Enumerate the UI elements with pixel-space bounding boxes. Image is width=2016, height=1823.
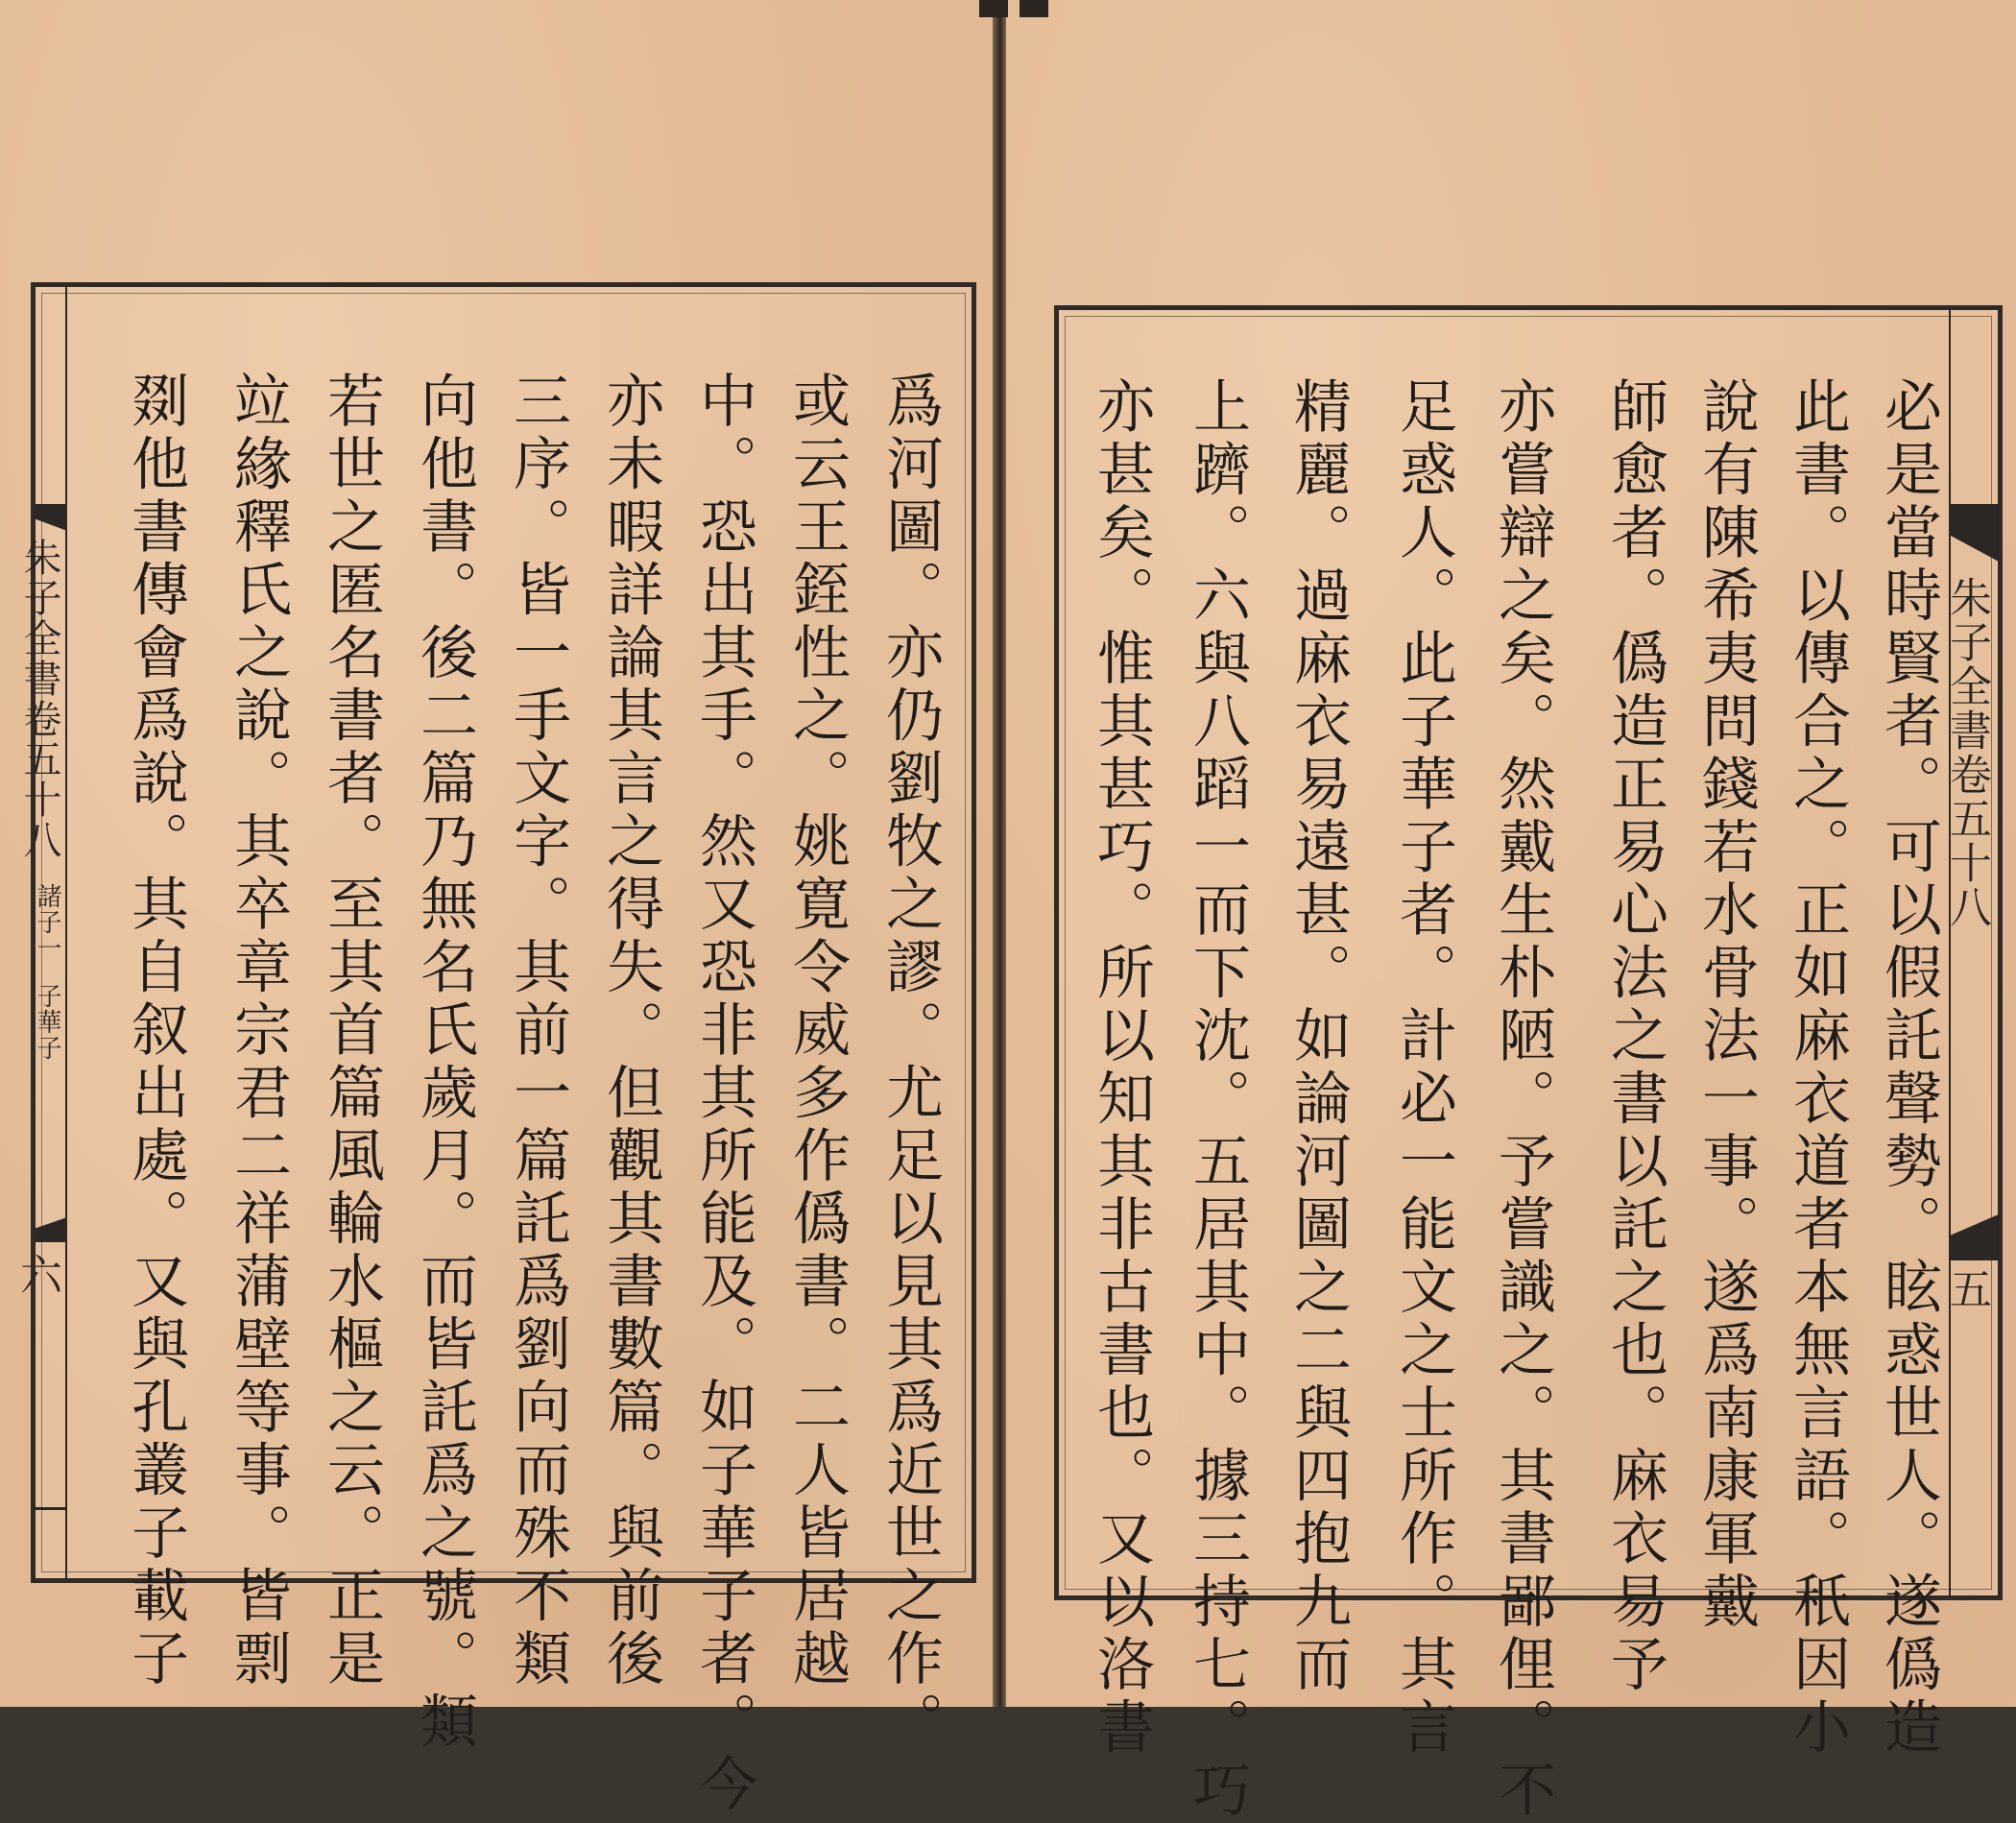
text-column: 上躋。六與八蹈一而下沈。五居其中。據三持七。巧 bbox=[1184, 376, 1251, 1823]
text-column: 必是當時賢者。可以假託聲勢。眩惑世人。遂僞造 bbox=[1875, 376, 1942, 1760]
margin-title: 朱子全書卷五十八 bbox=[17, 538, 61, 860]
text-column: 亦未暇詳論其言之得失。但觀其書數篇。與前後 bbox=[597, 371, 664, 1691]
margin-section: 諸子一 bbox=[33, 883, 61, 961]
text-column: 剟他書傳會爲說。其自叙出處。又與孔叢子載子 bbox=[122, 371, 189, 1691]
text-column: 竝緣釋氏之說。其卒章宗君二祥蒲壁等事。皆剽 bbox=[225, 371, 292, 1691]
text-column: 或云王銍性之。姚寛令威多作僞書。二人皆居越 bbox=[783, 371, 851, 1691]
book-gutter bbox=[993, 0, 1006, 1707]
text-column: 向他書。後二篇乃無名氏歲月。而皆託爲之號。類 bbox=[411, 371, 478, 1754]
margin-rule bbox=[35, 1507, 67, 1510]
text-column: 精麗。過麻衣易遠甚。如論河圖之二與四抱九而 bbox=[1284, 376, 1352, 1697]
binding-clip bbox=[979, 0, 1008, 17]
text-column: 此書。以傳合之。正如麻衣道者本無言語。秖因小 bbox=[1784, 376, 1851, 1760]
text-column: 中。恐出其手。然又恐非其所能及。如子華子者。今 bbox=[690, 371, 757, 1817]
margin-title: 朱子全書卷五十八 bbox=[1942, 576, 1991, 929]
text-column: 若世之匿名書者。至其首篇風輪水樞之云。正是 bbox=[318, 371, 385, 1691]
binding-clip bbox=[1020, 0, 1048, 17]
text-column: 說有陳希夷問錢若水骨法一事。遂爲南康軍戴 bbox=[1692, 376, 1760, 1634]
text-column: 亦甚矣。惟其甚巧。所以知其非古書也。又以洛書 bbox=[1088, 376, 1155, 1760]
text-column: 師愈者。僞造正易心法之書以託之也。麻衣易予 bbox=[1601, 376, 1668, 1697]
text-column: 爲河圖。亦仍劉牧之謬。尤足以見其爲近世之作。 bbox=[876, 371, 944, 1754]
page-number: 五 bbox=[1942, 1267, 1991, 1309]
text-column: 三序。皆一手文字。其前一篇託爲劉向而殊不類 bbox=[504, 371, 571, 1691]
text-column: 亦嘗辯之矣。然戴生朴陋。予嘗識之。其書鄙俚。不 bbox=[1489, 376, 1556, 1823]
margin-subsection: 子華子 bbox=[33, 983, 61, 1061]
margin-rule bbox=[1949, 309, 1951, 1596]
page-number: 六 bbox=[12, 1253, 61, 1295]
margin-rule bbox=[65, 286, 67, 1579]
text-column: 足惑人。此子華子者。計必一能文之士所作。其言 bbox=[1390, 376, 1457, 1760]
